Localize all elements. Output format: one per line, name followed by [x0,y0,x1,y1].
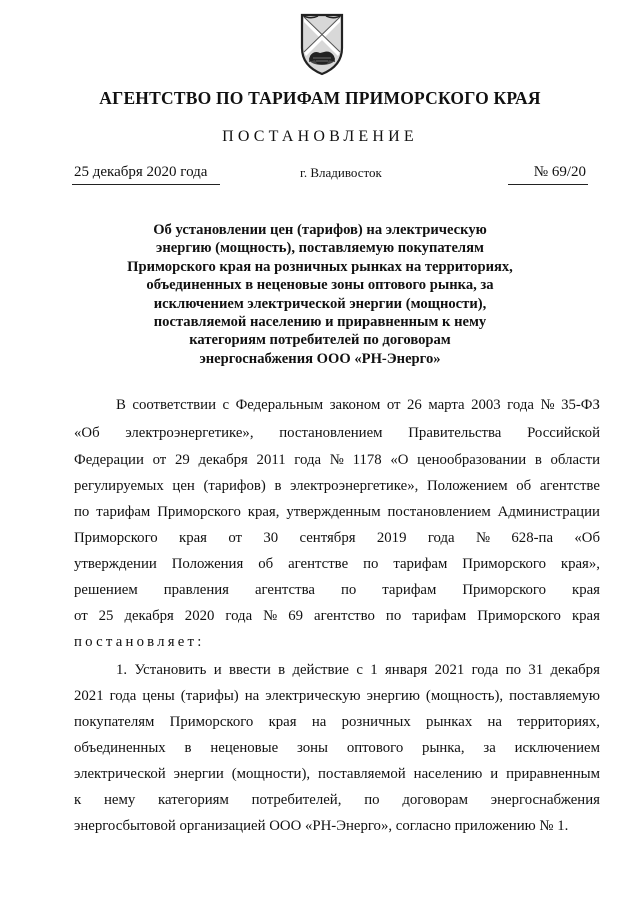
word: покупателям [74,714,155,730]
word: сентября [299,530,356,546]
word: и [490,766,499,782]
word: Администрации [497,504,600,520]
word: ввести [228,662,271,678]
word: в [278,662,286,678]
body-line [74,580,600,600]
word: к [74,792,82,808]
word: рынках [426,714,473,730]
word: «О [390,452,409,468]
word: категориям [158,792,229,808]
word: на [311,714,327,730]
word: Правительства [408,425,502,441]
word: Федерации [74,452,144,468]
word: «Об [574,530,600,546]
word: ценообразовании [417,452,527,468]
word: с [356,662,363,678]
word: по [364,792,380,808]
word: 30 [263,530,279,546]
word: розничных [341,714,411,730]
word: поставляемую [509,688,600,704]
word: года [427,530,455,546]
document-type: ПОСТАНОВЛЕНИЕ [222,128,418,145]
word: декабря [550,662,600,678]
word: от [228,530,242,546]
word: 29 [174,452,190,468]
word: 2021 [434,662,465,678]
word: энергии [173,766,224,782]
document-subject [0,221,640,368]
word: 2011 [256,452,286,468]
body-line [74,686,600,706]
word: года [471,662,499,678]
document-number: № 69/20 [533,164,586,180]
word: неценовые [210,740,279,756]
word: 628-па [511,530,554,546]
body-line [74,450,600,470]
word: зоны [296,740,329,756]
word: на [244,688,260,704]
word: с [222,397,230,413]
word: приравненным [506,766,600,782]
word: цены [142,688,175,704]
word: Положения [171,556,244,572]
word: за [483,740,496,756]
word: 1178 [352,452,382,468]
word: агентстве [288,556,349,572]
body-line [116,395,600,415]
subject-line: категориям потребителей по договорам [189,332,451,349]
word: поставляемой [318,766,406,782]
word: края, [247,504,280,520]
body-line [74,423,600,443]
word: агентства [254,582,315,598]
word: края [571,608,600,624]
word: Приморского [462,582,547,598]
word: края [572,582,600,598]
word: «Об [74,425,100,441]
word: (мощность), [425,688,504,704]
word: от [386,397,401,413]
body-line [74,476,600,496]
word: края [179,530,207,546]
word: по [74,504,90,520]
word: года [294,452,322,468]
word: регулируемых [74,478,164,494]
word: Федеральным [235,397,324,413]
subject-line: Приморского края на розничных рынках на территориях, [127,258,513,275]
word: исключением [514,740,600,756]
word: 35-ФЗ [561,397,600,413]
word: об [516,478,532,494]
word: 25 [98,608,114,624]
word: постановлением [387,504,491,520]
word: и [213,662,222,678]
word: оптового [346,740,404,756]
word: Приморского [477,608,561,624]
word: агентство [314,608,375,624]
word: законом [329,397,381,413]
body-line [74,554,600,574]
word: энергию [366,688,420,704]
word: по [505,662,522,678]
word: в [274,478,282,494]
word: года [507,397,534,413]
word: (тарифов) [203,478,266,494]
date-underline [72,184,220,185]
word: энергоснабжения [490,792,600,808]
word: области [550,452,600,468]
subject-line: объединенных в неценовые зоны оптового рынка, за [146,277,494,294]
word: тарифам [382,582,437,598]
word: действие [292,662,349,678]
body-line: энергосбытовой организацией ООО «РН-Энерго», согласно приложению № 1. [74,818,569,834]
body-line [74,712,600,732]
word: января [385,662,428,678]
word: электроэнергетике», [125,425,254,441]
word: декабря [124,608,174,624]
word: на [487,714,503,730]
body-line [74,738,600,758]
subject-line: исключением электрической энергии (мощности), [153,295,487,312]
document-date: 25 декабря 2020 года [74,164,208,180]
word: тарифам [393,556,448,572]
word: утвержденным [286,504,381,520]
word: В [116,397,126,413]
word: № [475,530,491,546]
word: года [109,688,137,704]
body-line [74,528,600,548]
agency-name: АГЕНТСТВО ПО ТАРИФАМ ПРИМОРСКОГО КРАЯ [99,88,541,108]
word: рынка, [422,740,465,756]
word: соответствии [132,397,216,413]
word: Приморского [462,556,546,572]
word: по [363,556,379,572]
body-line [116,660,600,680]
word: № [263,608,278,624]
subject-line: энергию (мощность), поставляемую покупателям [156,240,484,257]
word: Приморского [157,504,241,520]
word: Приморского [74,530,158,546]
word: по [385,608,402,624]
word: правления [163,582,229,598]
word: 1. [116,662,128,678]
word: Приморского [169,714,254,730]
word: решением [74,582,138,598]
word: от [152,452,167,468]
word: тарифам [96,504,151,520]
word: агентстве [539,478,600,494]
word: постановлением [279,425,383,441]
subject-line: энергоснабжения ООО «РН-Энерго» [199,350,441,367]
word: 26 [407,397,422,413]
resolves-line: постановляет: [74,634,205,650]
word: населению [413,766,483,782]
word: года [225,608,253,624]
word: № [540,397,555,413]
word: электрической [74,766,166,782]
word: декабря [198,452,248,468]
word: договорам [402,792,468,808]
word: 2020 [184,608,215,624]
word: тарифам [412,608,467,624]
word: 1 [370,662,378,678]
word: марта [428,397,465,413]
word: нему [104,792,136,808]
word: утверждении [74,556,157,572]
number-underline [508,184,588,185]
word: 2019 [376,530,407,546]
word: края [268,714,297,730]
word: объединенных [74,740,166,756]
word: 2003 [471,397,501,413]
word: территориях, [517,714,600,730]
document-place: г. Владивосток [300,165,382,180]
word: Российской [527,425,600,441]
body-line [74,502,600,522]
primorsky-coat-of-arms-icon [298,12,346,78]
word: по [340,582,357,598]
word: Установить [134,662,207,678]
word: от [74,608,88,624]
word: 31 [528,662,544,678]
word: в [184,740,192,756]
word: электрическую [265,688,361,704]
word: электроэнергетике», [290,478,419,494]
word: 2021 [74,688,104,704]
body-line [74,790,600,810]
subject-line: Об установлении цен (тарифов) на электрическую [153,222,487,238]
word: (мощности), [231,766,311,782]
word: об [258,556,274,572]
word: 69 [288,608,304,624]
body-line [74,764,600,784]
word: в [534,452,542,468]
word: края», [560,556,600,572]
word: Положением [426,478,508,494]
word: (тарифы) [180,688,239,704]
word: № [329,452,344,468]
word: потребителей, [251,792,342,808]
subject-line: поставляемой населению и приравненным к нему [153,314,487,331]
body-line [74,606,600,626]
word: цен [172,478,195,494]
